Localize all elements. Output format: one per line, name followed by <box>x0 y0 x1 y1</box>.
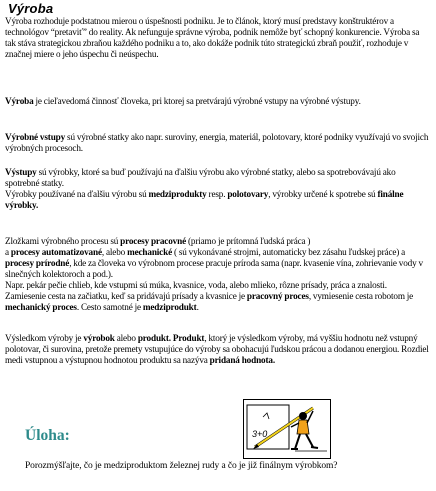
term-mechanicky-proces: mechanický proces <box>5 302 77 312</box>
paragraph-outputs <box>5 167 429 211</box>
term-pracovny-proces: pracovný proces <box>246 291 309 301</box>
paragraph-inputs-text: sú výrobné statky ako napr. suroviny, energia, materiál, polotovary, ktoré podniky využívajú vo svojich výrobných procesoch. <box>5 132 429 153</box>
term-vyrobne-vstupy: Výrobné vstupy <box>5 132 66 142</box>
term-vyrobok: výrobok <box>83 333 115 343</box>
paragraph-intro: Výroba rozhoduje podstatnou mierou o úspešnosti podniku. Je to článok, ktorý musí predstavy konštruktérov a technológov “pretaviť” do reality. Ak nefunguje správne výroba, podnik nemôže byť schopný konkurencie. Výroba sa tak stáva strategickou zbraňou každého podniku a to, ako dokáže podnik túto strategickú zbraň použiť, rozhoduje v značnej miere o jeho úspechu či neúspechu. <box>5 16 420 59</box>
text-span: , kde za človeka vo výrobnom procese pracuje príroda sama (napr. kvasenie vína, zohrievanie vody v slnečných kolektoroch a pod.). <box>5 258 423 279</box>
text-span: a <box>5 247 11 257</box>
text-span: , vymiesenie cesta robotom je <box>308 291 414 301</box>
text-span: Zložkami výrobného procesu sú <box>5 236 121 246</box>
paragraph-processes <box>5 236 429 313</box>
term-medziprodukty: medziprodukty <box>148 189 207 199</box>
paragraph-outputs-text-3: resp. <box>206 189 228 199</box>
paragraph-inputs <box>5 132 429 154</box>
worker-with-pencil-clipart <box>243 399 331 459</box>
paragraph-outputs-text-2: Výrobky používané na ďalšiu výrobu sú <box>5 189 149 199</box>
term-procesy-prirodne: procesy prírodné <box>5 258 70 268</box>
text-span: . Cesto samotné je <box>76 302 143 312</box>
task-heading: Úloha: <box>25 427 70 444</box>
paragraph-definition-production-text: je cieľavedomá činnosť človeka, pri ktorej sa pretvárajú výrobné vstupy na výrobné výstupy. <box>33 96 361 106</box>
term-procesy-pracovne: procesy pracovné <box>120 236 187 246</box>
term-produkt: produkt. Produkt <box>137 333 205 343</box>
term-medziprodukt: medziprodukt <box>142 302 197 312</box>
paragraph-result <box>5 333 429 366</box>
text-span: alebo <box>114 333 138 343</box>
task-question: Porozmýšľajte, čo je medziproduktom železnej rudy a čo je již finálnym výrobkom? <box>25 461 338 471</box>
text-span: (priamo je prítomná ľudská práca ) <box>186 236 311 246</box>
text-span: , ktorý je výsledkom výroby, má vyššiu hodnotu než vstupný polotovar, či surovina, pretože premety vstupujúce do výroby sa obohacujú ľudskou prácou a dodanou energiou. Rozdiel medi vstupnou a výstupnou hodnotou produktu sa nazýva <box>5 333 429 365</box>
term-pridana-hodnota: pridaná hodnota. <box>209 355 275 365</box>
text-span: ( sú vykonávané strojmi, automaticky bez zásahu ľudskej práce) a <box>172 247 406 257</box>
paragraph-outputs-text-1: sú výrobky, ktoré sa buď používajú na ďalšiu výrobu ako výrobné statky, alebo sa spotrebovávajú ako spotrebné statky. <box>5 167 396 188</box>
page-title: Výroba <box>8 1 54 16</box>
chalkboard-text: 3+0 <box>252 429 268 439</box>
term-finalne-vyrobky: finálne výrobky. <box>5 189 404 210</box>
text-span: , alebo <box>101 247 128 257</box>
paragraph-outputs-text-4: , výrobky určené k spotrebe sú <box>268 189 378 199</box>
term-vystupy: Výstupy <box>5 167 37 177</box>
term-polotovary: polotovary <box>227 189 269 199</box>
term-procesy-automatizovane: procesy automatizované <box>10 247 102 257</box>
text-span: Výsledkom výroby je <box>5 333 84 343</box>
text-span: Napr. pekár pečie chlieb, kde vstupmi sú múka, kvasnice, voda, alebo mlieko, rôzne prísady, práca a znalosti. Zamiesenie cesta na začiatku, keď sa pridávajú prísady a kvasnice je <box>5 280 387 301</box>
text-span: . <box>196 302 199 312</box>
paragraph-definition-production <box>5 96 429 107</box>
term-vyroba: Výroba <box>5 96 34 106</box>
term-mechanicke: mechanické <box>127 247 173 257</box>
